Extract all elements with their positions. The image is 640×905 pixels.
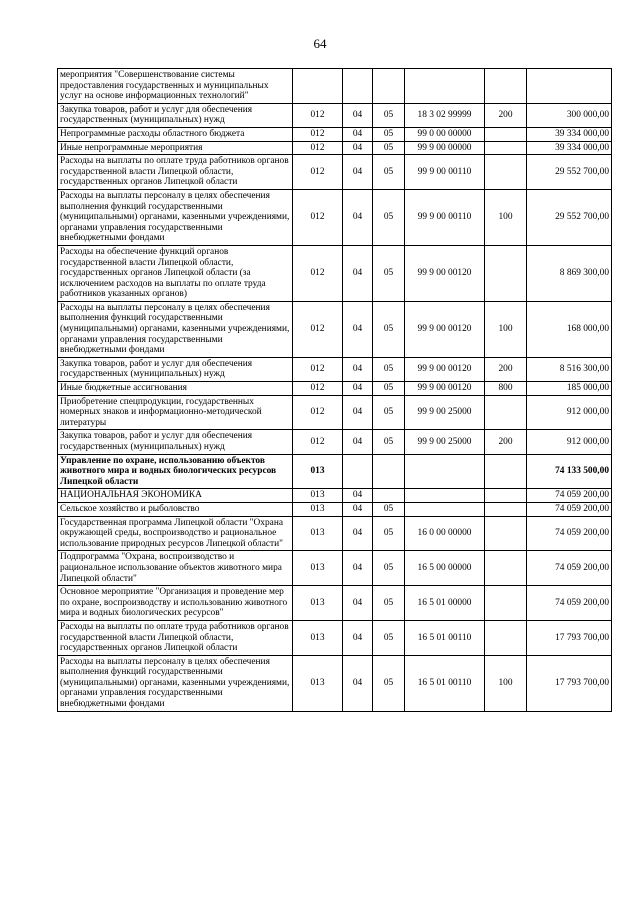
subsection-code-cell: 05 — [373, 655, 405, 711]
expense-type-cell: 200 — [485, 357, 527, 381]
subsection-code-cell: 05 — [373, 620, 405, 655]
table-row — [58, 155, 612, 190]
section-code-cell: 04 — [343, 586, 373, 621]
amount-cell: 8 516 300,00 — [527, 357, 612, 381]
target-article-cell — [405, 502, 485, 516]
target-article-cell — [405, 489, 485, 503]
ministry-code-cell: 012 — [293, 301, 343, 357]
subsection-code-cell: 05 — [373, 502, 405, 516]
amount-cell — [527, 69, 612, 104]
subsection-code-cell: 05 — [373, 141, 405, 155]
expense-name-cell: Закупка товаров, работ и услуг для обеспечения государственных (муниципальных) нужд — [58, 430, 293, 454]
table-row — [58, 103, 612, 127]
target-article-cell — [405, 454, 485, 489]
amount-cell: 17 793 700,00 — [527, 620, 612, 655]
expense-name-cell: Закупка товаров, работ и услуг для обеспечения государственных (муниципальных) нужд — [58, 357, 293, 381]
table-row — [58, 502, 612, 516]
table-row — [58, 382, 612, 396]
section-code-cell: 04 — [343, 502, 373, 516]
table-row — [58, 586, 612, 621]
subsection-code-cell: 05 — [373, 103, 405, 127]
section-code-cell: 04 — [343, 245, 373, 301]
subsection-code-cell: 05 — [373, 395, 405, 430]
ministry-code-cell: 012 — [293, 430, 343, 454]
amount-cell: 912 000,00 — [527, 395, 612, 430]
expense-type-cell — [485, 489, 527, 503]
expense-name-cell: Приобретение спецпродукции, государственных номерных знаков и информационно-методической литературы — [58, 395, 293, 430]
expense-type-cell: 100 — [485, 655, 527, 711]
section-code-cell: 04 — [343, 301, 373, 357]
amount-cell: 29 552 700,00 — [527, 189, 612, 245]
target-article-cell: 99 9 00 25000 — [405, 430, 485, 454]
ministry-code-cell: 012 — [293, 357, 343, 381]
target-article-cell: 99 9 00 00120 — [405, 245, 485, 301]
ministry-code-cell: 012 — [293, 395, 343, 430]
ministry-code-cell: 012 — [293, 189, 343, 245]
ministry-code-cell: 013 — [293, 655, 343, 711]
section-code-cell: 04 — [343, 357, 373, 381]
expense-name-cell: Непрограммные расходы областного бюджета — [58, 127, 293, 141]
table-row — [58, 189, 612, 245]
subsection-code-cell: 05 — [373, 382, 405, 396]
subsection-code-cell: 05 — [373, 586, 405, 621]
table-row — [58, 655, 612, 711]
ministry-code-cell: 012 — [293, 103, 343, 127]
target-article-cell: 99 9 00 00110 — [405, 189, 485, 245]
target-article-cell: 99 9 00 25000 — [405, 395, 485, 430]
subsection-code-cell — [373, 454, 405, 489]
expense-name-cell: Закупка товаров, работ и услуг для обеспечения государственных (муниципальных) нужд — [58, 103, 293, 127]
expense-name-cell: Государственная программа Липецкой области "Охрана окружающей среды, воспроизводство и рациональное использование природных ресурсов Липецкой области" — [58, 516, 293, 551]
target-article-cell: 99 9 00 00110 — [405, 155, 485, 190]
expense-name-cell: Расходы на выплаты персоналу в целях обеспечения выполнения функций государственными (муниципальными) органами, казенными учреждениями, органами управления государственными внебюджетными фондами — [58, 301, 293, 357]
ministry-code-cell — [293, 69, 343, 104]
expense-name-cell: Иные непрограммные мероприятия — [58, 141, 293, 155]
target-article-cell: 99 0 00 00000 — [405, 127, 485, 141]
expense-type-cell: 100 — [485, 301, 527, 357]
amount-cell: 74 059 200,00 — [527, 516, 612, 551]
section-code-cell — [343, 454, 373, 489]
expense-type-cell: 800 — [485, 382, 527, 396]
section-code-cell: 04 — [343, 103, 373, 127]
target-article-cell: 16 5 00 00000 — [405, 551, 485, 586]
table-row — [58, 301, 612, 357]
expense-name-cell: Подпрограмма "Охрана, воспроизводство и рациональное использование объектов животного мира Липецкой области" — [58, 551, 293, 586]
expense-type-cell — [485, 620, 527, 655]
ministry-code-cell: 012 — [293, 141, 343, 155]
ministry-code-cell: 013 — [293, 454, 343, 489]
section-code-cell: 04 — [343, 620, 373, 655]
subsection-code-cell: 05 — [373, 357, 405, 381]
table-row — [58, 245, 612, 301]
expense-name-cell: Расходы на обеспечение функций органов государственной власти Липецкой области, государственных органов Липецкой области (за исключением расходов на выплаты по оплате труда работников указанных органов) — [58, 245, 293, 301]
amount-cell: 74 059 200,00 — [527, 551, 612, 586]
ministry-code-cell: 012 — [293, 245, 343, 301]
expense-type-cell: 200 — [485, 430, 527, 454]
subsection-code-cell — [373, 489, 405, 503]
expense-type-cell — [485, 141, 527, 155]
table-row — [58, 357, 612, 381]
expense-type-cell — [485, 586, 527, 621]
table-row — [58, 141, 612, 155]
table-row — [58, 395, 612, 430]
expense-name-cell: мероприятия "Совершенствование системы предоставления государственных и муниципальных услуг на основе информационных технологий" — [58, 69, 293, 104]
ministry-code-cell: 013 — [293, 502, 343, 516]
expense-name-cell: Управление по охране, использованию объектов животного мира и водных биологических ресурсов Липецкой области — [58, 454, 293, 489]
target-article-cell: 99 9 00 00120 — [405, 301, 485, 357]
expense-type-cell — [485, 155, 527, 190]
subsection-code-cell: 05 — [373, 127, 405, 141]
section-code-cell: 04 — [343, 551, 373, 586]
amount-cell: 300 000,00 — [527, 103, 612, 127]
amount-cell: 8 869 300,00 — [527, 245, 612, 301]
expense-name-cell: Расходы на выплаты персоналу в целях обеспечения выполнения функций государственными (муниципальными) органами, казенными учреждениями, органами управления государственными внебюджетными фондами — [58, 189, 293, 245]
ministry-code-cell: 013 — [293, 551, 343, 586]
ministry-code-cell: 013 — [293, 489, 343, 503]
amount-cell: 17 793 700,00 — [527, 655, 612, 711]
table-row — [58, 430, 612, 454]
page-number: 64 — [313, 36, 327, 51]
expense-type-cell — [485, 551, 527, 586]
expense-name-cell: Сельское хозяйство и рыболовство — [58, 502, 293, 516]
section-code-cell: 04 — [343, 141, 373, 155]
target-article-cell: 99 9 00 00000 — [405, 141, 485, 155]
section-code-cell: 04 — [343, 489, 373, 503]
section-code-cell: 04 — [343, 655, 373, 711]
amount-cell: 74 059 200,00 — [527, 586, 612, 621]
amount-cell: 168 000,00 — [527, 301, 612, 357]
target-article-cell: 16 5 01 00110 — [405, 655, 485, 711]
budget-table-body — [58, 69, 612, 712]
section-code-cell: 04 — [343, 395, 373, 430]
expense-type-cell — [485, 516, 527, 551]
amount-cell: 74 133 500,00 — [527, 454, 612, 489]
subsection-code-cell: 05 — [373, 516, 405, 551]
table-row — [58, 69, 612, 104]
expense-type-cell — [485, 127, 527, 141]
amount-cell: 39 334 000,00 — [527, 127, 612, 141]
table-row — [58, 454, 612, 489]
subsection-code-cell: 05 — [373, 155, 405, 190]
expense-type-cell: 100 — [485, 189, 527, 245]
amount-cell: 29 552 700,00 — [527, 155, 612, 190]
table-row — [58, 127, 612, 141]
ministry-code-cell: 013 — [293, 516, 343, 551]
amount-cell: 74 059 200,00 — [527, 489, 612, 503]
amount-cell: 912 000,00 — [527, 430, 612, 454]
expense-name-cell: Основное мероприятие "Организация и проведение мер по охране, воспроизводству и использованию животного мира и водных биологических ресурсов" — [58, 586, 293, 621]
table-row — [58, 551, 612, 586]
expense-name-cell: Расходы на выплаты по оплате труда работников органов государственной власти Липецкой области, государственных органов Липецкой области — [58, 155, 293, 190]
target-article-cell: 16 0 00 00000 — [405, 516, 485, 551]
section-code-cell: 04 — [343, 127, 373, 141]
subsection-code-cell: 05 — [373, 551, 405, 586]
ministry-code-cell: 012 — [293, 127, 343, 141]
expense-type-cell — [485, 454, 527, 489]
ministry-code-cell: 013 — [293, 586, 343, 621]
target-article-cell: 16 5 01 00110 — [405, 620, 485, 655]
expense-type-cell — [485, 395, 527, 430]
budget-table — [57, 68, 612, 712]
target-article-cell: 16 5 01 00000 — [405, 586, 485, 621]
subsection-code-cell: 05 — [373, 430, 405, 454]
section-code-cell: 04 — [343, 189, 373, 245]
section-code-cell: 04 — [343, 430, 373, 454]
expense-name-cell: Расходы на выплаты персоналу в целях обеспечения выполнения функций государственными (муниципальными) органами, казенными учреждениями, органами управления государственными внебюджетными фондами — [58, 655, 293, 711]
table-row — [58, 620, 612, 655]
section-code-cell — [343, 69, 373, 104]
table-row — [58, 489, 612, 503]
expense-name-cell: НАЦИОНАЛЬНАЯ ЭКОНОМИКА — [58, 489, 293, 503]
expense-type-cell: 200 — [485, 103, 527, 127]
expense-name-cell: Иные бюджетные ассигнования — [58, 382, 293, 396]
table-row — [58, 516, 612, 551]
target-article-cell: 99 9 00 00120 — [405, 357, 485, 381]
target-article-cell — [405, 69, 485, 104]
expense-type-cell — [485, 245, 527, 301]
section-code-cell: 04 — [343, 155, 373, 190]
amount-cell: 185 000,00 — [527, 382, 612, 396]
target-article-cell: 18 3 02 99999 — [405, 103, 485, 127]
amount-cell: 74 059 200,00 — [527, 502, 612, 516]
expense-type-cell — [485, 69, 527, 104]
subsection-code-cell — [373, 69, 405, 104]
section-code-cell: 04 — [343, 516, 373, 551]
ministry-code-cell: 012 — [293, 382, 343, 396]
section-code-cell: 04 — [343, 382, 373, 396]
expense-type-cell — [485, 502, 527, 516]
expense-name-cell: Расходы на выплаты по оплате труда работников органов государственной власти Липецкой области, государственных органов Липецкой области — [58, 620, 293, 655]
ministry-code-cell: 012 — [293, 155, 343, 190]
subsection-code-cell: 05 — [373, 245, 405, 301]
target-article-cell: 99 9 00 00120 — [405, 382, 485, 396]
ministry-code-cell: 013 — [293, 620, 343, 655]
subsection-code-cell: 05 — [373, 189, 405, 245]
subsection-code-cell: 05 — [373, 301, 405, 357]
amount-cell: 39 334 000,00 — [527, 141, 612, 155]
